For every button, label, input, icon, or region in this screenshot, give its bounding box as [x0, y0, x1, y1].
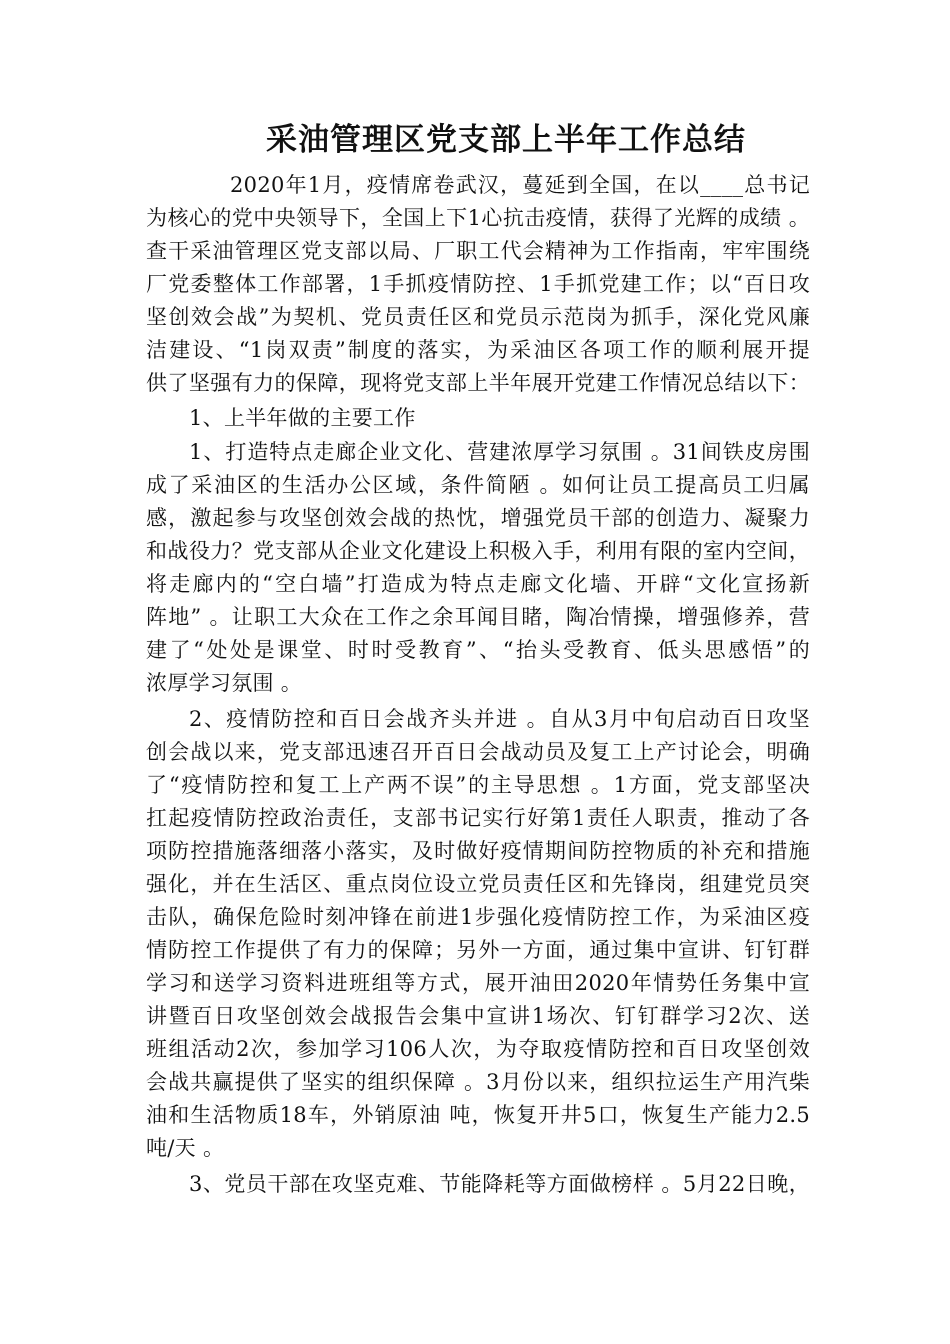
paragraph-line: 吨/天 。 [146, 1136, 225, 1160]
paragraph-line: 项防控措施落细落小落实，及时做好疫情期间防控物质的补充和措施 [146, 839, 810, 863]
paragraph-line: 2、疫情防控和百日会战齐头并进 。自从3月中旬启动百日攻坚 [189, 707, 810, 731]
paragraph-line: 将走廊内的“空白墙”打造成为特点走廊文化墙、开辟“文化宣扬新 [146, 572, 810, 596]
paragraph-line: 会战共赢提供了坚实的组织保障 。3月份以来，组织拉运生产用汽柴 [146, 1070, 810, 1094]
paragraph-line: 浓厚学习氛围 。 [146, 671, 303, 695]
paragraph-line: 查干采油管理区党支部以局、厂职工代会精神为工作指南，牢牢围绕 [146, 239, 810, 263]
paragraph-line: 班组活动2次，参加学习106人次，为夺取疫情防控和百日攻坚创效 [146, 1037, 810, 1061]
paragraph-line: 感，激起参与攻坚创效会战的热忱，增强党员干部的创造力、凝聚力 [146, 506, 810, 530]
paragraph-line: 油和生活物质18车，外销原油 吨，恢复开井5口，恢复生产能力2.5 [146, 1103, 810, 1127]
paragraph-line: 情防控工作提供了有力的保障；另外一方面，通过集中宣讲、钉钉群 [146, 938, 810, 962]
paragraph-line: 洁建设、“1岗双责”制度的落实，为采油区各项工作的顺利展开提 [146, 338, 810, 362]
paragraph-line: 成了采油区的生活办公区域，条件简陋 。如何让员工提高员工归属 [146, 473, 810, 497]
paragraph-line: 学习和送学习资料进班组等方式，展开油田2020年情势任务集中宣 [146, 971, 810, 995]
paragraph-line: 强化，并在生活区、重点岗位设立党员责任区和先锋岗，组建党员突 [146, 872, 810, 896]
paragraph-line: 和战役力？党支部从企业文化建设上积极入手，利用有限的室内空间， [146, 539, 810, 563]
paragraph-line: 1、打造特点走廊企业文化、营建浓厚学习氛围 。31间铁皮房围 [189, 440, 810, 464]
document-title: 采油管理区党支部上半年工作总结 [266, 122, 746, 158]
paragraph-line: 厂党委整体工作部署，1手抓疫情防控、1手抓党建工作；以“百日攻 [146, 272, 810, 296]
paragraph-line: 2020年1月，疫情席卷武汉，蔓延到全国，在以____总书记 [230, 173, 810, 197]
paragraph-line: 3、党员干部在攻坚克难、节能降耗等方面做榜样 。5月22日晚， [189, 1172, 810, 1196]
paragraph-line: 坚创效会战”为契机、党员责任区和党员示范岗为抓手，深化党风廉 [146, 305, 810, 329]
paragraph-line: 为核心的党中央领导下，全国上下1心抗击疫情，获得了光辉的成绩 。 [146, 206, 810, 230]
paragraph-line: 击队，确保危险时刻冲锋在前进1步强化疫情防控工作，为采油区疫 [146, 905, 810, 929]
paragraph-line: 了“疫情防控和复工上产两不误”的主导思想 。1方面，党支部坚决 [146, 773, 810, 797]
paragraph-line: 阵地” 。让职工大众在工作之余耳闻目睹，陶冶情操，增强修养，营 [146, 605, 810, 629]
paragraph-line: 讲暨百日攻坚创效会战报告会集中宣讲1场次、钉钉群学习2次、送 [146, 1004, 810, 1028]
section-heading: 1、上半年做的主要工作 [189, 406, 416, 430]
paragraph-line: 供了坚强有力的保障，现将党支部上半年展开党建工作情况总结以下： [146, 371, 810, 395]
paragraph-line: 创会战以来，党支部迅速召开百日会战动员及复工上产讨论会，明确 [146, 740, 810, 764]
paragraph-line: 建了“处处是课堂、时时受教育”、“抬头受教育、低头思感悟”的 [146, 638, 810, 662]
paragraph-line: 扛起疫情防控政治责任，支部书记实行好第1责任人职责，推动了各 [146, 806, 810, 830]
